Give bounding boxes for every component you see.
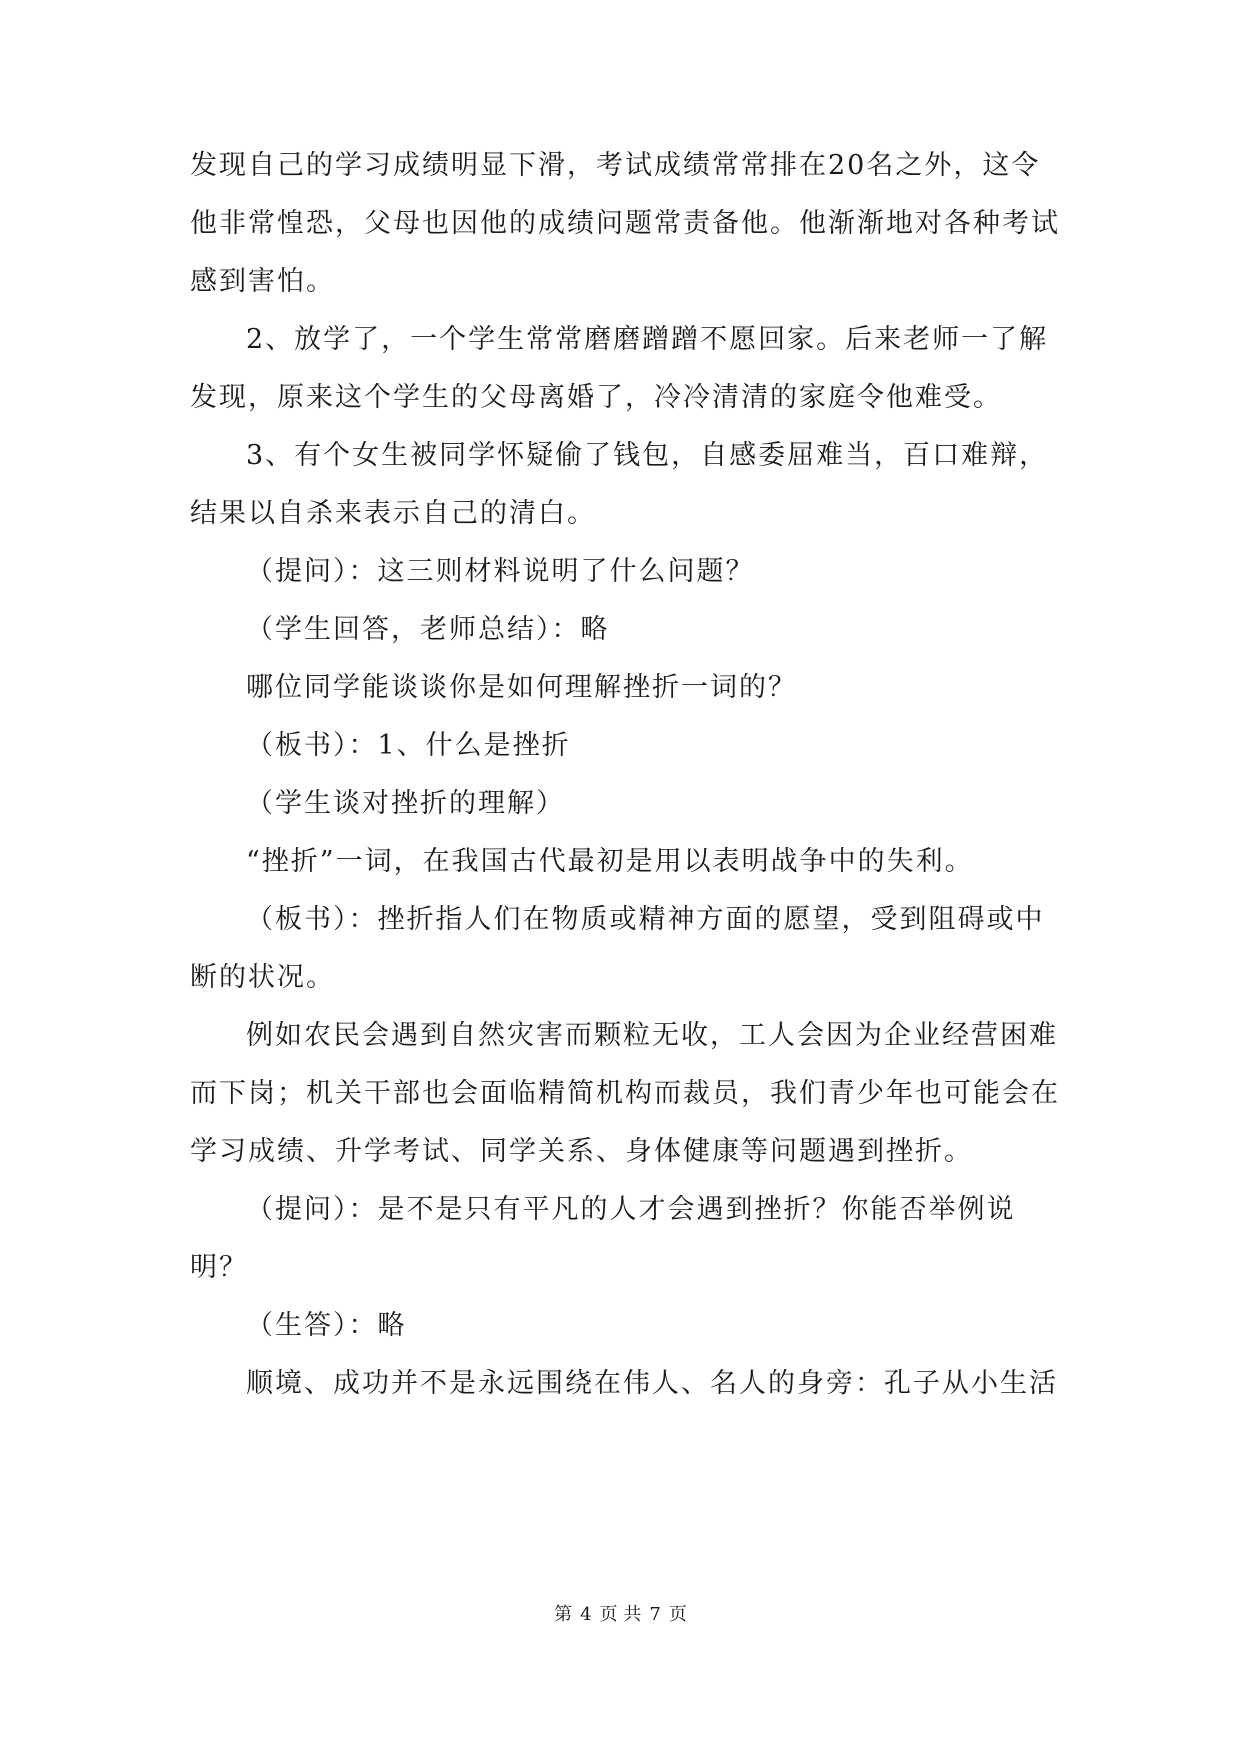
body-line: 感到害怕。 [190, 266, 335, 297]
body-line: （板书）：挫折指人们在物质或精神方面的愿望，受到阻碍或中 [246, 904, 1045, 935]
current-page-number: 4 [580, 1604, 592, 1625]
total-page-number: 7 [649, 1604, 661, 1625]
body-line: “挫折”一词，在我国古代最初是用以表明战争中的失利。 [246, 846, 974, 877]
body-line: 2、放学了，一个学生常常磨磨蹭蹭不愿回家。后来老师一了解 [246, 324, 1049, 355]
body-line: 哪位同学能谈谈你是如何理解挫折一词的？ [246, 672, 797, 703]
body-line: （学生回答，老师总结）：略 [246, 614, 610, 645]
body-line: 结果以自杀来表示自己的清白。 [190, 498, 596, 529]
body-line: （板书）：1、什么是挫折 [246, 730, 571, 761]
footer-prefix: 第 [554, 1604, 573, 1625]
body-line: 发现，原来这个学生的父母离婚了，冷冷清清的家庭令他难受。 [190, 382, 1002, 413]
footer-suffix: 页 [668, 1604, 687, 1625]
body-line: 而下岗；机关干部也会面临精简机构而裁员，我们青少年也可能会在 [190, 1078, 1060, 1109]
body-line: （学生谈对挫折的理解） [246, 788, 565, 819]
page-number-footer [0, 1604, 1241, 1626]
body-line: 发现自己的学习成绩明显下滑，考试成绩常常排在20名之外，这令 [190, 150, 1041, 181]
body-line: 顺境、成功并不是永远围绕在伟人、名人的身旁：孔子从小生活 [246, 1368, 1058, 1399]
footer-middle: 页 共 [599, 1604, 642, 1625]
body-line: 明？ [190, 1252, 248, 1283]
body-line: 他非常惶恐，父母也因他的成绩问题常责备他。他渐渐地对各种考试 [190, 208, 1060, 239]
body-line: 例如农民会遇到自然灾害而颗粒无收，工人会因为企业经营困难 [246, 1020, 1058, 1051]
body-line: 3、有个女生被同学怀疑偷了钱包，自感委屈难当，百口难辩， [246, 440, 1049, 471]
body-line: 学习成绩、升学考试、同学关系、身体健康等问题遇到挫折。 [190, 1136, 973, 1167]
body-line: （生答）：略 [246, 1310, 407, 1341]
document-page [190, 0, 1060, 1754]
body-line: （提问）：是不是只有平凡的人才会遇到挫折？你能否举例说 [246, 1194, 1016, 1225]
body-line: （提问）：这三则材料说明了什么问题？ [246, 556, 755, 587]
body-line: 断的状况。 [190, 962, 335, 993]
